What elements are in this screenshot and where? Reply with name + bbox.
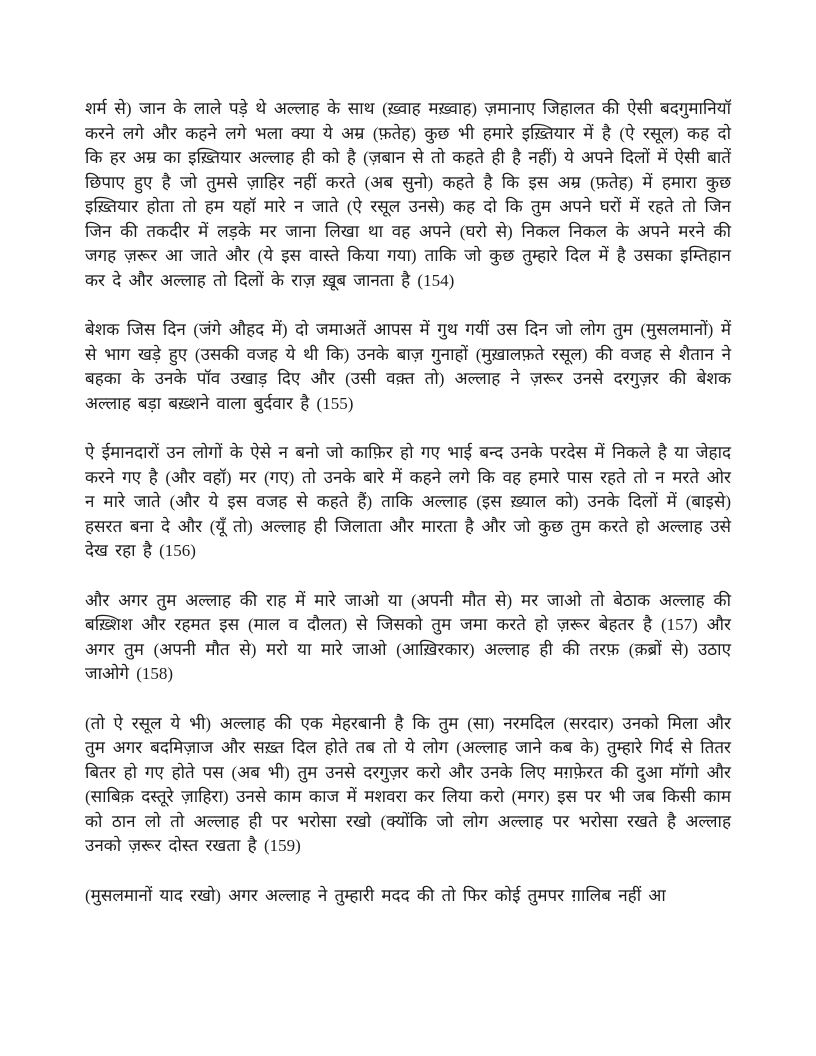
paragraph-verse-156: ऐ ईमानदारों उन लोगों के ऐसे न बनो जो काफ़िर हो गए भाई बन्द उनके परदेस में निकले है या जेहाद करने गए है (और वहॉ) मर (गए) तो उनके बारे में कहने लगे कि वह हमारे पास रहते तो न मरते ओर न मारे जाते (और ये इस वजह से कहते हैं) ताकि अल्लाह (इस ख़्याल को) उनके दिलों में (बाइसे) हसरत बना दे और (यूँ तो) अल्लाह ही जिलाता और मारता है और जो कुछ तुम करते हो अल्लाह उसे देख रहा है (156) bbox=[85, 443, 731, 560]
paragraph-verse-155: बेशक जिस दिन (जंगे औहद में) दो जमाअतें आपस में गुथ गयीं उस दिन जो लोग तुम (मुसलमानों) में से भाग खड़े हुए (उसकी वजह ये थी कि) उनके बाज़ गुनाहों (मुख़ालफ़ते रसूल) की वजह से शैतान ने बहका के उनके पॉव उखाड़ दिए और (उसी वक़्त तो) अल्लाह ने ज़रूर उनसे दरगुज़र की बेशक अल्लाह बड़ा बख़्शने वाला बुर्दवार है (155) bbox=[85, 320, 731, 413]
paragraph-verse-154: शर्म से) जान के लाले पड़े थे अल्लाह के साथ (ख़्वाह मख़्वाह) ज़मानाए जिहालत की ऐसी बदगुमानियॉ करने लगे और कहने लगे भला क्या ये अम्र (फ़तेह) कुछ भी हमारे इख़्तियार में है (ऐ रसूल) कह दो कि हर अम्र का इख़्तियार अल्लाह ही को है (ज़बान से तो कहते ही है नहीं) ये अपने दिलों में ऐसी बातें छिपाए हुए है जो तुमसे ज़ाहिर नहीं करते (अब सुनो) कहते है कि इस अम्र (फ़तेह) में हमारा कुछ इख़्तियार होता तो हम यहॉ मारे न जाते (ऐ रसूल उनसे) कह दो कि तुम अपने घरों में रहते तो जिन जिन की तकदीर में लड़के मर जाना लिखा था वह अपने (घरो से) निकल निकल के अपने मरने की जगह ज़रूर आ जाते और (ये इस वास्ते किया गया) ताकि जो कुछ तुम्हारे दिल में है उसका इम्तिहान कर दे और अल्लाह तो दिलों के राज़ ख़ूब जानता है (154) bbox=[85, 99, 731, 290]
paragraph-verse-157-158: और अगर तुम अल्लाह की राह में मारे जाओ या (अपनी मौत से) मर जाओ तो बेठाक अल्लाह की बख़्शिश और रहमत इस (माल व दौलत) से जिसको तुम जमा करते हो ज़रूर बेहतर है (157) और अगर तुम (अपनी मौत से) मरो या मारे जाओ (आख़िरकार) अल्लाह ही की तरफ़ (क़ब्रों से) उठाए जाओगे (158) bbox=[85, 590, 731, 683]
paragraph-verse-160-partial: (मुसलमानों याद रखो) अगर अल्लाह ने तुम्हारी मदद की तो फिर कोई तुमपर ग़ालिब नहीं आ bbox=[85, 885, 666, 905]
paragraph-verse-159: (तो ऐ रसूल ये भी) अल्लाह की एक मेहरबानी है कि तुम (सा) नरमदिल (सरदार) उनको मिला और तुम अगर बदमिज़ाज और सख़्त दिल होते तब तो ये लोग (अल्लाह जाने कब के) तुम्हारे गिर्द से तितर बितर हो गए होते पस (अब भी) तुम उनसे दरगुज़र करो और उनके लिए मग़फ़ेरत की दुआ मॉगो और (साबिक़ दस्तूरे ज़ाहिरा) उनसे काम काज में मशवरा कर लिया करो (मगर) इस पर भी जब किसी काम को ठान लो तो अल्लाह ही पर भरोसा रखो (क्योंकि जो लोग अल्लाह पर भरोसा रखते है अल्लाह उनको ज़रूर दोस्त रखता है (159) bbox=[85, 713, 731, 855]
